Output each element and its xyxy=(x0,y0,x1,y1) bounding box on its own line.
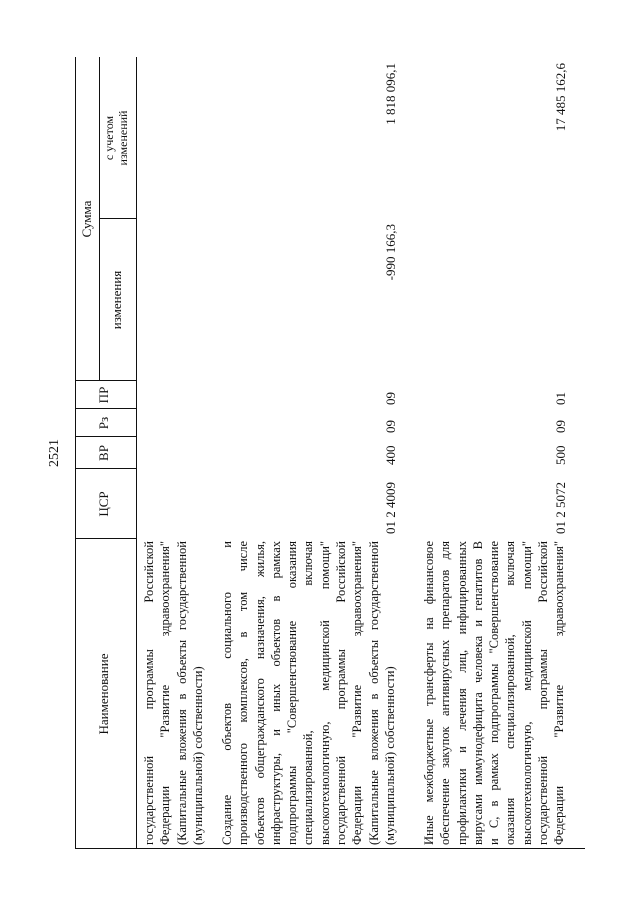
table-left-border xyxy=(75,848,585,849)
header-name: Наименование xyxy=(96,653,111,735)
header-pr: ПР xyxy=(96,386,111,404)
row-2-vr: 400 xyxy=(383,445,398,465)
row-2-total: 1 818 096,1 xyxy=(383,63,398,125)
header-change: изменения xyxy=(109,270,124,330)
row-2-pr: 09 xyxy=(383,392,398,405)
header-sum-subline xyxy=(99,57,100,381)
header-with-changes-2: изменений xyxy=(116,110,130,166)
row-2-rz: 09 xyxy=(383,420,398,433)
row-2-csr: 01 2 4009 xyxy=(383,482,398,534)
header-csr: ЦСР xyxy=(96,491,111,517)
page-number: 2521 xyxy=(47,439,62,467)
header-vr: ВР xyxy=(96,445,111,461)
row-3-csr: 01 2 5072 xyxy=(553,482,568,534)
header-bottom-border xyxy=(136,57,137,849)
row-3-pr: 01 xyxy=(553,392,568,405)
row-3-rz: 09 xyxy=(553,420,568,433)
header-rz: Рз xyxy=(96,416,111,430)
row-2-change: -990 166,3 xyxy=(383,224,398,281)
budget-table xyxy=(75,57,585,849)
row-3-name: Иные межбюджетные трансферты на финансовое обеспечение закупок антивирусных препаратов для профилактики и лечения лиц, инфицированных вирусами иммунодефицита человека и гепатитов B и C, в рамках подпрограммы "Совершенствование оказания специализированной, включая высокотехнологичную, медицинской помощи" государственной программы Российской Федерации "Развитие здравоохранения" xyxy=(422,541,567,845)
header-with-changes-1: с учетом xyxy=(102,115,116,161)
row-3-vr: 500 xyxy=(553,445,568,465)
row-3-total: 17 485 162,6 xyxy=(553,63,568,132)
table-top-border xyxy=(75,57,76,849)
header-sum: Сумма xyxy=(79,200,94,238)
row-2-name: Создание объектов социального и производственного комплексов, в том числе объектов общегражданского назначения, жилья, инфраструктуры, и иных объектов в рамках подпрограммы "Совершенствование оказания специализированной, включая высокотехнологичную, медицинской помощи" государственной программы Российской Федерации "Развитие здравоохранения" (Капитальные вложения в объекты государственной (муниципальной) собственности) xyxy=(220,541,397,845)
row-1-name: государственной программы Российской Федерации "Развитие здравоохранения" (Капитальные вложения в объекты государственной (муниципальной) собственности) xyxy=(142,541,205,845)
